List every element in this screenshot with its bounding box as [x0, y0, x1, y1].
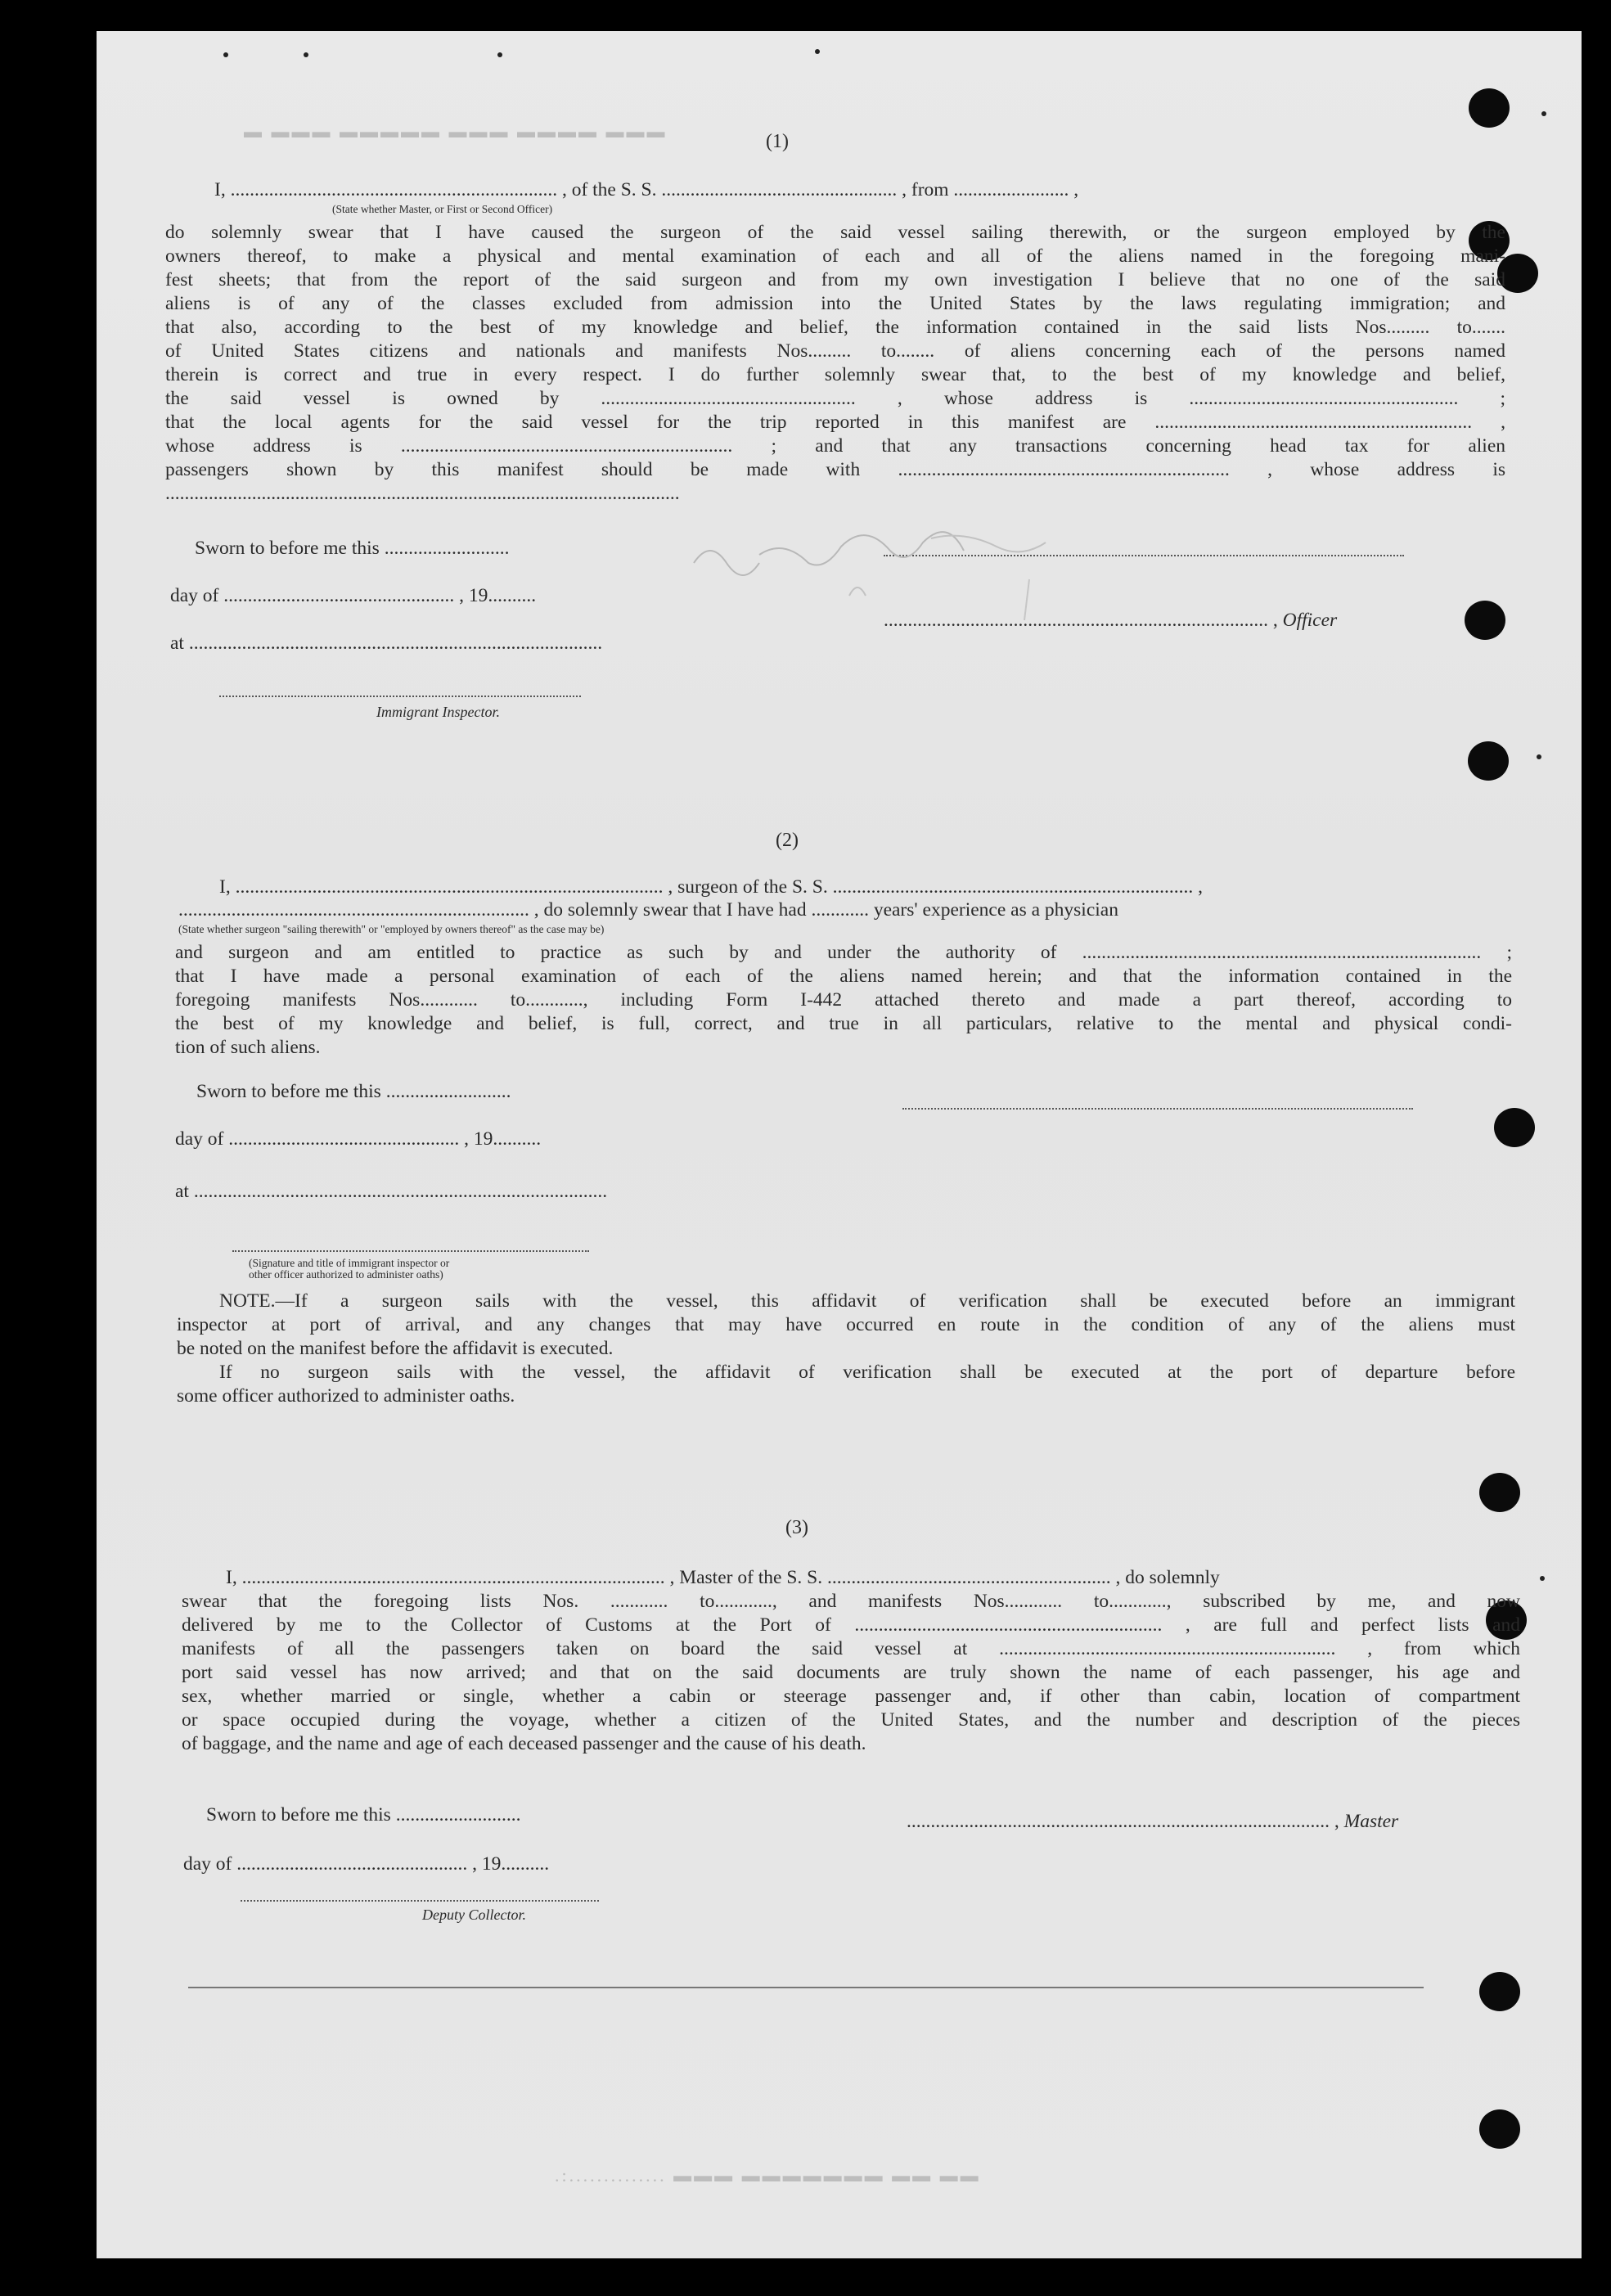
signature-caption: other officer authorized to administer oaths)	[249, 1268, 443, 1281]
body-line: and surgeon and am entitled to practice as such by and under the authority of ................................................................................... ;	[175, 942, 1512, 963]
officer-caption: Officer	[1282, 610, 1338, 631]
body-line: port said vessel has now arrived; and that on the said documents are truly shown the name of each passenger, his age and	[182, 1662, 1520, 1683]
body-line: that the local agents for the said vessel for the trip reported in this manifest are .................................................................. ,	[165, 412, 1505, 433]
section-3-master-line: I, ........................................................................................ , Master of the S. S. ........................................................... , do solemnly	[226, 1567, 1220, 1588]
body-line: tion of such aliens.	[175, 1037, 321, 1058]
binder-hole	[1465, 601, 1505, 640]
binder-hole	[1479, 1972, 1520, 2011]
body-line: aliens is of any of the classes excluded from admission into the United States by the laws regulating immigration; and	[165, 293, 1505, 314]
immigrant-inspector-caption: Immigrant Inspector.	[376, 704, 500, 720]
note-line	[177, 1290, 1515, 1313]
binder-hole	[1469, 88, 1510, 128]
body-line: manifests of all the passengers taken on board the said vessel at ...................................................................... , from which	[182, 1638, 1520, 1659]
note-line: some officer authorized to administer oaths.	[177, 1385, 515, 1407]
section-2-note	[177, 1290, 1515, 1408]
binder-hole	[1468, 741, 1509, 781]
body-line: passengers shown by this manifest should be made with ..................................................................... , whose address is	[165, 459, 1505, 480]
note-line: inspector at port of arrival, and any changes that may have occurred en route in the condition of any of the aliens must	[177, 1314, 1515, 1335]
deputy-collector-caption: Deputy Collector.	[422, 1907, 526, 1923]
at-line: at ......................................................................................	[175, 1181, 608, 1202]
sworn-line: Sworn to before me this ..........................	[196, 1081, 511, 1102]
at-line: at ......................................................................................	[170, 633, 603, 654]
bottom-rule	[188, 1987, 1424, 1988]
ink-speck	[304, 52, 308, 57]
binder-hole	[1479, 1473, 1520, 1512]
sworn-line: Sworn to before me this ..........................	[195, 538, 510, 559]
body-line: of baggage, and the name and age of each deceased passenger and the cause of his death.	[182, 1733, 866, 1754]
bleed-through-text: ▬ ▬▬▬ ▬▬▬▬▬ ▬▬▬ ▬▬▬▬ ▬▬▬	[244, 121, 668, 142]
ink-speck	[1540, 1576, 1545, 1581]
section-2-number: (2)	[776, 830, 799, 851]
body-line: that also, according to the best of my knowledge and belief, the information contained in the said lists Nos......... to.......	[165, 317, 1505, 338]
inspector-signature-line	[232, 1250, 589, 1252]
sworn-line: Sworn to before me this ..........................	[206, 1804, 521, 1826]
binder-hole	[1494, 1108, 1535, 1147]
ink-speck	[1537, 754, 1541, 759]
section-2-experience-line: ......................................................................... , do solemnly swear that I have had ............ years' experience as a physician	[178, 899, 1118, 921]
officer-dots: ................................................................................ ,	[884, 610, 1278, 631]
master-line	[907, 1810, 1398, 1834]
body-line: owners thereof, to make a physical and mental examination of each and all of the aliens named in the foregoing mani-	[165, 245, 1505, 267]
body-line: the said vessel is owned by ..................................................... , whose address is ........................................................ ;	[165, 388, 1505, 409]
surgeon-note: (State whether surgeon "sailing therewith" or "employed by owners thereof" as the case may be)	[178, 923, 605, 935]
day-of-line: day of ................................................ , 19..........	[170, 585, 537, 606]
master-dots: ........................................................................................ ,	[907, 1811, 1339, 1832]
section-1-officer-line: I, .................................................................... , of the S. S. ................................................. , from ........................ ,	[214, 179, 1079, 200]
body-line: delivered by me to the Collector of Customs at the Port of ................................................................ , are full and perfect lists and	[182, 1614, 1520, 1636]
day-of-line: day of ................................................ , 19..........	[183, 1853, 550, 1875]
officer-note: (State whether Master, or First or Second Officer)	[332, 203, 553, 215]
ink-speck	[1541, 111, 1546, 116]
body-line: of United States citizens and nationals and manifests Nos......... to........ of aliens concerning each of the persons named	[165, 340, 1505, 362]
inspector-signature-line	[219, 696, 581, 697]
body-line: the best of my knowledge and belief, is full, correct, and true in all particulars, relative to the mental and physical condi-	[175, 1013, 1512, 1034]
body-line: therein is correct and true in every respect. I do further solemnly swear that, to the best of my knowledge and belief,	[165, 364, 1505, 385]
section-2-body	[175, 941, 1512, 1060]
officer-line	[884, 609, 1337, 633]
body-line: sex, whether married or single, whether a cabin or steerage passenger and, if other than cabin, location of compartment	[182, 1686, 1520, 1707]
signature-caption: (Signature and title of immigrant inspector or	[249, 1257, 450, 1269]
body-line: that I have made a personal examination of each of the aliens named herein; and that the information contained in the	[175, 966, 1512, 987]
ink-speck	[815, 49, 820, 54]
note-text: —If a surgeon sails with the vessel, this affidavit of verification shall be executed before an immigrant	[275, 1290, 1515, 1312]
document-page	[97, 31, 1582, 2258]
body-line: whose address is ..................................................................... ; and that any transactions concerning head tax for alien	[165, 435, 1505, 457]
body-line: fest sheets; that from the report of the said surgeon and from my own investigation I believe that no one of the said	[165, 269, 1505, 290]
surgeon-signature-line	[902, 1108, 1413, 1110]
note-line: If no surgeon sails with the vessel, the affidavit of verification shall be executed at the port of departure before	[219, 1362, 1515, 1383]
body-line: swear that the foregoing lists Nos. ............ to............, and manifests Nos............ to............, subscribed by me, and now	[182, 1591, 1520, 1612]
section-3-number: (3)	[785, 1517, 808, 1538]
section-1-body	[165, 221, 1505, 506]
section-1-number: (1)	[766, 131, 789, 152]
body-line: do solemnly swear that I have caused the surgeon of the said vessel sailing therewith, or the surgeon employed by the	[165, 222, 1505, 243]
day-of-line: day of ................................................ , 19..........	[175, 1128, 542, 1150]
body-line: ...........................................................................................................	[165, 483, 680, 504]
bleed-through-text: .:.............. ▬▬▬ ▬▬▬▬▬▬▬ ▬▬ ▬▬	[555, 2165, 981, 2186]
note-line: be noted on the manifest before the affidavit is executed.	[177, 1338, 614, 1359]
section-3-body	[182, 1590, 1520, 1756]
body-line: or space occupied during the voyage, whether a citizen of the United States, and the number and description of the pieces	[182, 1709, 1520, 1731]
body-line: foregoing manifests Nos............ to............, including Form I-442 attached thereto and made a part thereof, according to	[175, 989, 1512, 1011]
binder-hole	[1479, 2109, 1520, 2149]
ink-speck	[497, 52, 502, 57]
ink-speck	[223, 52, 228, 57]
section-2-surgeon-line: I, ......................................................................................... , surgeon of the S. S. ........................................................................... ,	[219, 876, 1203, 898]
note-label: NOTE.	[219, 1290, 276, 1312]
deputy-signature-line	[241, 1900, 599, 1902]
master-caption: Master	[1343, 1811, 1399, 1832]
